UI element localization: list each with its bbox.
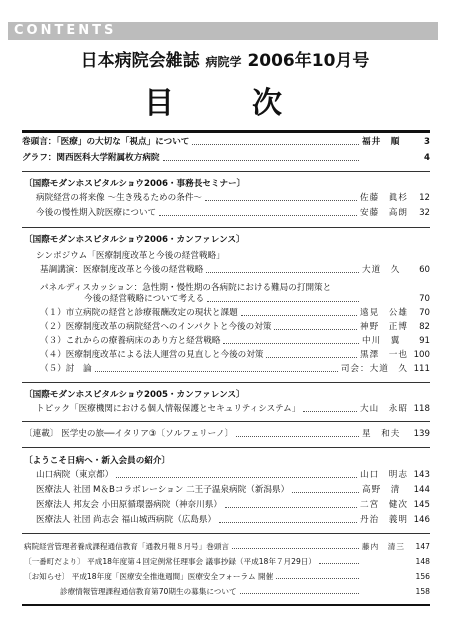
toc-entry[interactable]: 医療法人 社団 M＆Bコラボレーション 二王子温泉病院（新潟県） 高野 清 144 <box>36 485 430 495</box>
contents-label: CONTENTS <box>14 23 117 38</box>
toc-entry[interactable]: 巻頭言：「医療」の大切な「視点」について 福井 順 3 <box>22 137 430 147</box>
toc-entry[interactable]: 基調講演：医療制度改革と今後の経営戦略 大道 久 60 <box>40 265 430 275</box>
toc-entry[interactable]: 〔一番町だより〕 平成18年度第４回定例常任理事会 議事抄録（平成18年７月29日） 148 <box>24 557 430 566</box>
toc-entry[interactable]: 医療法人 社団 尚志会 福山城西病院（広島県） 丹治 義明 146 <box>36 515 430 525</box>
toc-entry[interactable]: 病院経営管理者養成課程通信教育「通教月報８月号」巻頭言 藤内 清三 147 <box>24 542 430 551</box>
divider <box>22 447 430 448</box>
section-header: 〔ようこそ日病へ・新入会員の紹介〕 <box>24 456 171 466</box>
magazine-sub: 病院学 <box>205 55 242 69</box>
toc-entry[interactable]: 病院経営の将来像 ～生き残るための条件～ 佐藤 眞杉 12 <box>36 193 430 203</box>
toc-entry[interactable]: （３）これからの療養病床のあり方と経営戦略 中川 翼 91 <box>40 336 430 346</box>
toc-entry[interactable]: トピック「医療機関における個人情報保護とセキュリティシステム」 大山 永昭 118 <box>36 404 430 414</box>
magazine-title <box>0 46 450 71</box>
toc-entry[interactable]: （５）討 論 司会：大道 久 111 <box>40 364 430 374</box>
toc-entry[interactable]: 今後の慢性期入院医療について 安藤 高朗 32 <box>36 208 430 218</box>
divider <box>22 382 430 383</box>
toc-entry[interactable]: 医療法人 邦友会 小田原循環器病院（神奈川県） 二宮 健次 145 <box>36 500 430 510</box>
divider <box>22 227 430 228</box>
toc-entry[interactable]: 診療情報管理課程通信教育第70期生の募集について 158 <box>60 587 430 596</box>
section-header: 〔国際モダンホスピタルショウ2006・カンファレンス〕 <box>24 235 245 245</box>
divider <box>22 533 430 534</box>
panel-title: パネルディスカッション：急性期・慢性期の各病院における難局の打開策と <box>40 283 332 293</box>
toc-entry[interactable]: 山口病院（東京都） 山口 明志 143 <box>36 470 430 480</box>
symposium-title: シンポジウム「医療制度改革と今後の経営戦略」 <box>36 251 225 261</box>
issue-date: 2006年10月号 <box>247 51 370 71</box>
divider <box>22 604 430 606</box>
toc-entry[interactable]: （４）医療制度改革による法人運営の見直しと今後の対策 黒澤 一也 100 <box>40 350 430 360</box>
toc-entry[interactable]: 〔連載〕 医学史の旅──イタリア③〔ソルフェリーノ〕 星 和夫 139 <box>24 429 430 439</box>
page-heading: 目 次 <box>144 86 306 121</box>
section-header: 〔国際モダンホスピタルショウ2005・カンファレンス〕 <box>24 390 245 400</box>
toc-entry[interactable]: （１）市立病院の経営と診療報酬改定の現状と課題 遠見 公雄 70 <box>40 308 430 318</box>
divider <box>22 171 430 172</box>
toc-entry[interactable]: 今後の経営戦略について考える 70 <box>84 294 430 304</box>
section-header: 〔国際モダンホスピタルショウ2006・事務長セミナー〕 <box>24 179 246 189</box>
toc-entry[interactable]: 〔お知らせ〕 平成18年度「医療安全推進週間」医療安全フォーラム 開催 156 <box>24 572 430 581</box>
divider <box>22 421 430 422</box>
divider <box>22 130 430 133</box>
toc-entry[interactable]: グラフ：関西医科大学附属枚方病院 4 <box>22 153 430 163</box>
toc-entry[interactable]: （２）医療制度改革の病院経営へのインパクトと今後の対策 神野 正博 82 <box>40 322 430 332</box>
magazine-name: 日本病院会雑誌 <box>80 51 200 71</box>
